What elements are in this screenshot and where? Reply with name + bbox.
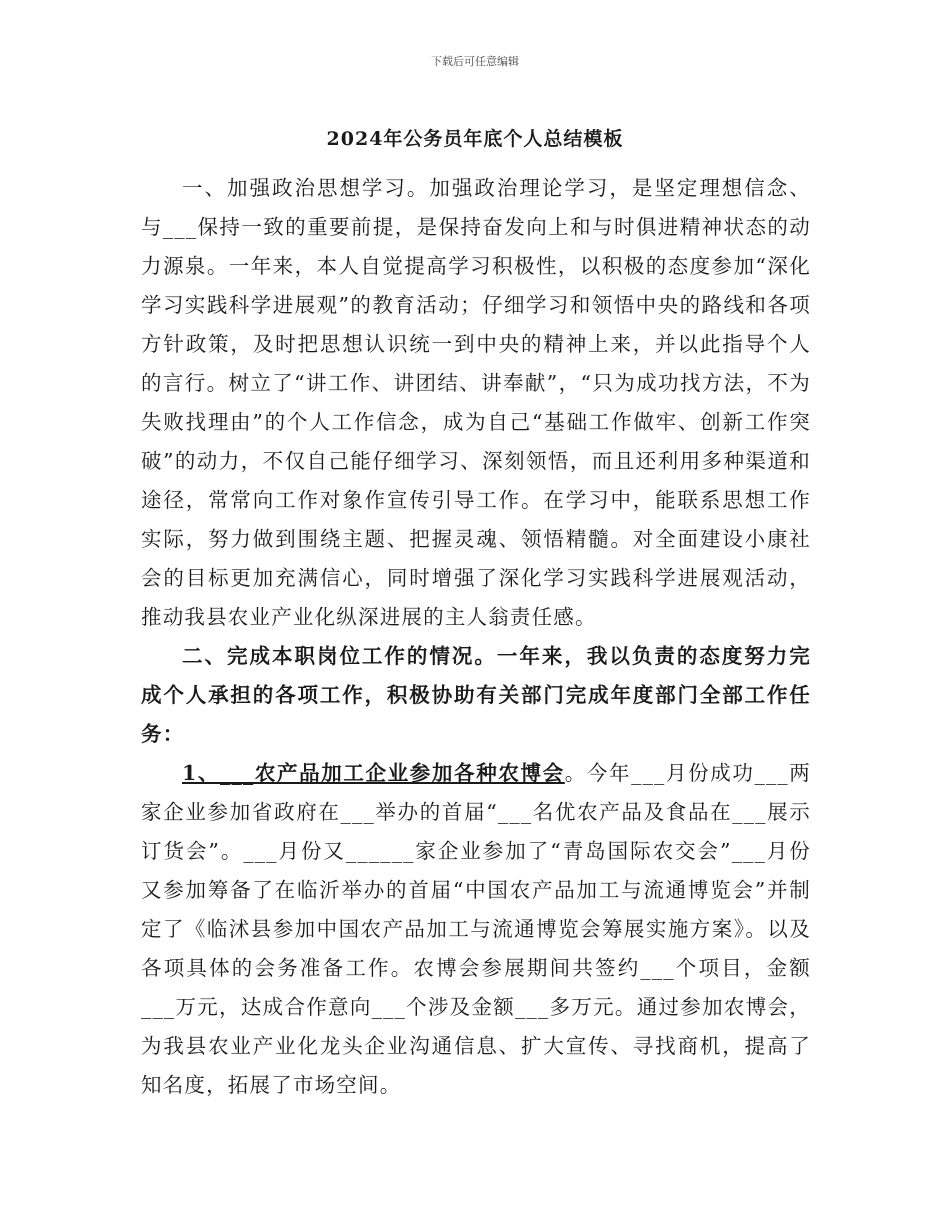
page-header: 下载后可任意编辑 <box>431 55 519 68</box>
paragraph-job-duties: 二、完成本职岗位工作的情况。一年来，我以负责的态度努力完成个人承担的各项工作，积极协助有关部门完成年度部门全部工作任务： <box>141 644 811 746</box>
paragraph-political-study: 一、加强政治思想学习。加强政治理论学习，是坚定理想信念、与___保持一致的重要前提，是保持奋发向上和与时俱进精神状态的动力源泉。一年来，本人自觉提高学习积极性，以积极的态度参加“深化学习实践科学进展观”的教育活动；仔细学习和领悟中央的路线和各项方针政策，及时把思想认识统一到中央的精神上来，并以此指导个人的言行。树立了“讲工作、讲团结、讲奉献”，“只为成功找方法，不为失败找理由”的个人工作信念，成为自己“基础工作做牢、创新工作突破”的动力，不仅自己能仔细学习、深刻领悟，而且还利用多种渠道和途径，常常向工作对象作宣传引导工作。在学习中，能联系思想工作实际，努力做到围绕主题、把握灵魂、领悟精髓。对全面建设小康社会的目标更加充满信心，同时增强了深化学习实践科学进展观活动，推动我县农业产业化纵深进展的主人翁责任感。 <box>141 176 811 629</box>
document-title: 2024年公务员年底个人总结模板 <box>326 128 624 150</box>
paragraph-lead-heading: 1、___农产品加工企业参加各种农博会 <box>182 761 565 785</box>
paragraph-agri-expo <box>141 754 811 1105</box>
document-body <box>141 169 811 1105</box>
paragraph-agri-expo-text: 。今年___月份成功___两家企业参加省政府在___举办的首届“___名优农产品及食品在___展示订货会”。___月份又______家企业参加了“青岛国际农交会”___月份又参加筹备了在临沂举办的首届“中国农产品加工与流通博览会”并制定了《临沭县参加中国农产品加工与流通博览会筹展实施方案》。以及各项具体的会务准备工作。农博会参展期间共签约___个项目，金额___万元，达成合作意向___个涉及金额___多万元。通过参加农博会，为我县农业产业化龙头企业沟通信息、扩大宣传、寻找商机，提高了知名度，拓展了市场空间。 <box>141 761 811 1097</box>
